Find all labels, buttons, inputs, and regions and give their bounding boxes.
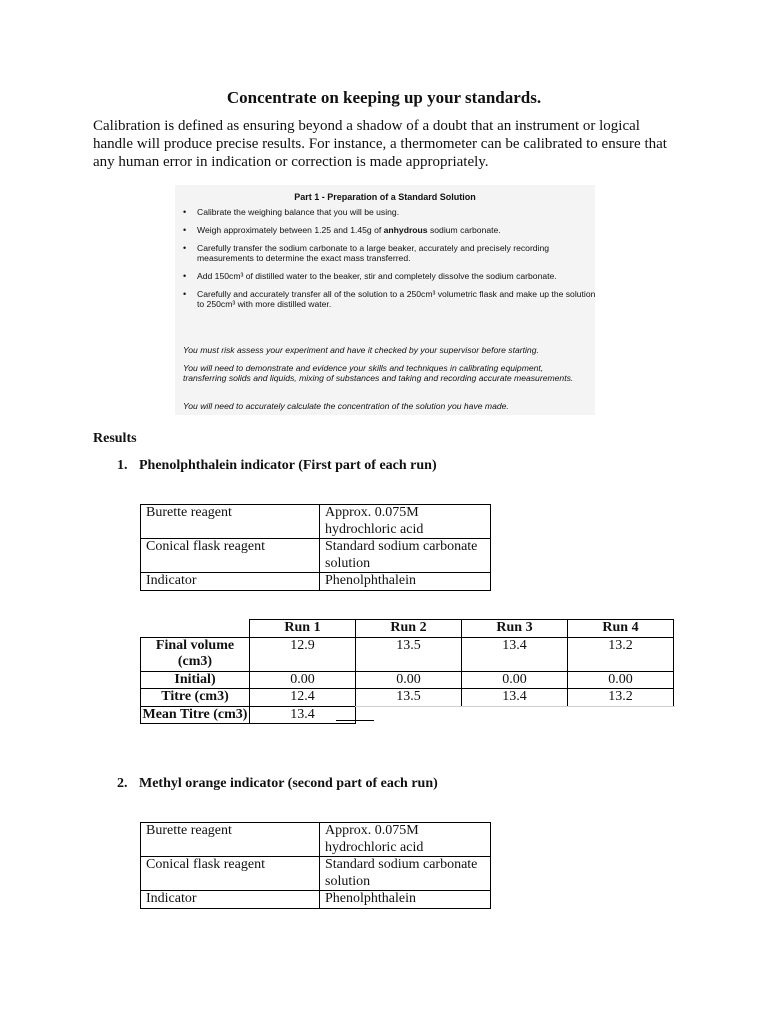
reagent-label: Conical flask reagent — [141, 857, 320, 891]
bullet-icon: • — [183, 207, 187, 217]
table-row — [141, 573, 491, 591]
table-cell: 13.2 — [568, 689, 674, 707]
instructions-image — [175, 185, 595, 415]
instructions-list — [175, 207, 607, 317]
reagent-value: Phenolphthalein — [320, 573, 491, 591]
reagent-table-2 — [140, 822, 491, 909]
list-item: • Weigh approximately between 1.25 and 1.45g of anhydrous sodium carbonate. — [183, 225, 501, 235]
row-label: Final volume (cm3) — [141, 637, 250, 671]
corner-cell — [141, 620, 250, 638]
table-cell: 13.5 — [356, 689, 462, 707]
list-item: • Calibrate the weighing balance that you will be using. — [183, 207, 400, 217]
table-header-row — [141, 620, 674, 638]
table-cell: 0.00 — [356, 671, 462, 689]
part1-title: Part 1 - Preparation of a Standard Solution — [294, 192, 476, 202]
row-label: Titre (cm3) — [141, 689, 250, 707]
bullet-icon: • — [183, 225, 187, 235]
reagent-label: Conical flask reagent — [141, 539, 320, 573]
table-row — [141, 823, 491, 857]
row-label: Initial) — [141, 671, 250, 689]
column-header: Run 1 — [250, 620, 356, 638]
table-cell: 0.00 — [568, 671, 674, 689]
bullet-icon: • — [183, 243, 187, 253]
reagent-value: Standard sodium carbonate solution — [320, 857, 491, 891]
runs-table — [140, 619, 674, 724]
reagent-value: Standard sodium carbonate solution — [320, 539, 491, 573]
list-item: • Carefully and accurately transfer all of the solution to a 250cm³ volumetric flask and make up the solution to 250cm³ with more distilled water. — [183, 289, 596, 309]
bullet-icon: • — [183, 289, 187, 299]
reagent-label: Indicator — [141, 573, 320, 591]
table-row — [141, 671, 674, 689]
table-row — [141, 539, 491, 573]
reagent-table-1 — [140, 504, 491, 591]
mean-underline — [336, 720, 374, 721]
reagent-value: Approx. 0.075M hydrochloric acid — [320, 823, 491, 857]
empty-cell — [356, 706, 674, 724]
table-cell: 13.2 — [568, 637, 674, 671]
column-header: Run 4 — [568, 620, 674, 638]
intro-paragraph: Calibration is defined as ensuring beyond a shadow of a doubt that an instrument or logical handle will produce precise results. For instance, a thermometer can be calibrated to ensure that any human error in indication or correction is made appropriately. — [93, 118, 667, 170]
mean-titre-value: 13.4 — [250, 706, 356, 724]
bullet-icon: • — [183, 271, 187, 281]
table-divider — [355, 706, 675, 707]
section2-heading: 2. Methyl orange indicator (second part of each run) — [117, 776, 438, 791]
reagent-label: Burette reagent — [141, 505, 320, 539]
reagent-label: Indicator — [141, 891, 320, 909]
table-row — [141, 706, 674, 724]
section1-heading: 1. Phenolphthalein indicator (First part of each run) — [117, 458, 437, 473]
table-cell: 0.00 — [462, 671, 568, 689]
table-cell: 0.00 — [250, 671, 356, 689]
page-title: Concentrate on keeping up your standards. — [226, 88, 542, 107]
note-skills: You will need to demonstrate and evidence your skills and techniques in calibrating equipment, transferring solids and liquids, mixing of substances and taking and recording accurate measurements. — [183, 363, 574, 383]
table-row — [141, 505, 491, 539]
note-calculate: You will need to accurately calculate the concentration of the solution you have made. — [183, 401, 509, 411]
reagent-value: Approx. 0.075M hydrochloric acid — [320, 505, 491, 539]
list-item: • Carefully transfer the sodium carbonate to a large beaker, accurately and precisely recording measurements to determine the exact mass transferred. — [183, 243, 550, 263]
note-risk-assess: You must risk assess your experiment and have it checked by your supervisor before starting. — [183, 345, 539, 355]
table-cell: 12.9 — [250, 637, 356, 671]
list-item: • Add 150cm³ of distilled water to the beaker, stir and completely dissolve the sodium carbonate. — [183, 271, 557, 281]
table-row — [141, 857, 491, 891]
row-label: Mean Titre (cm3) — [141, 706, 250, 724]
table-row — [141, 637, 674, 671]
table-cell: 13.5 — [356, 637, 462, 671]
table-row — [141, 689, 674, 707]
table-row — [141, 891, 491, 909]
reagent-value: Phenolphthalein — [320, 891, 491, 909]
results-heading: Results — [93, 431, 137, 446]
reagent-label: Burette reagent — [141, 823, 320, 857]
column-header: Run 2 — [356, 620, 462, 638]
table-cell: 13.4 — [462, 689, 568, 707]
table-cell: 12.4 — [250, 689, 356, 707]
column-header: Run 3 — [462, 620, 568, 638]
table-cell: 13.4 — [462, 637, 568, 671]
